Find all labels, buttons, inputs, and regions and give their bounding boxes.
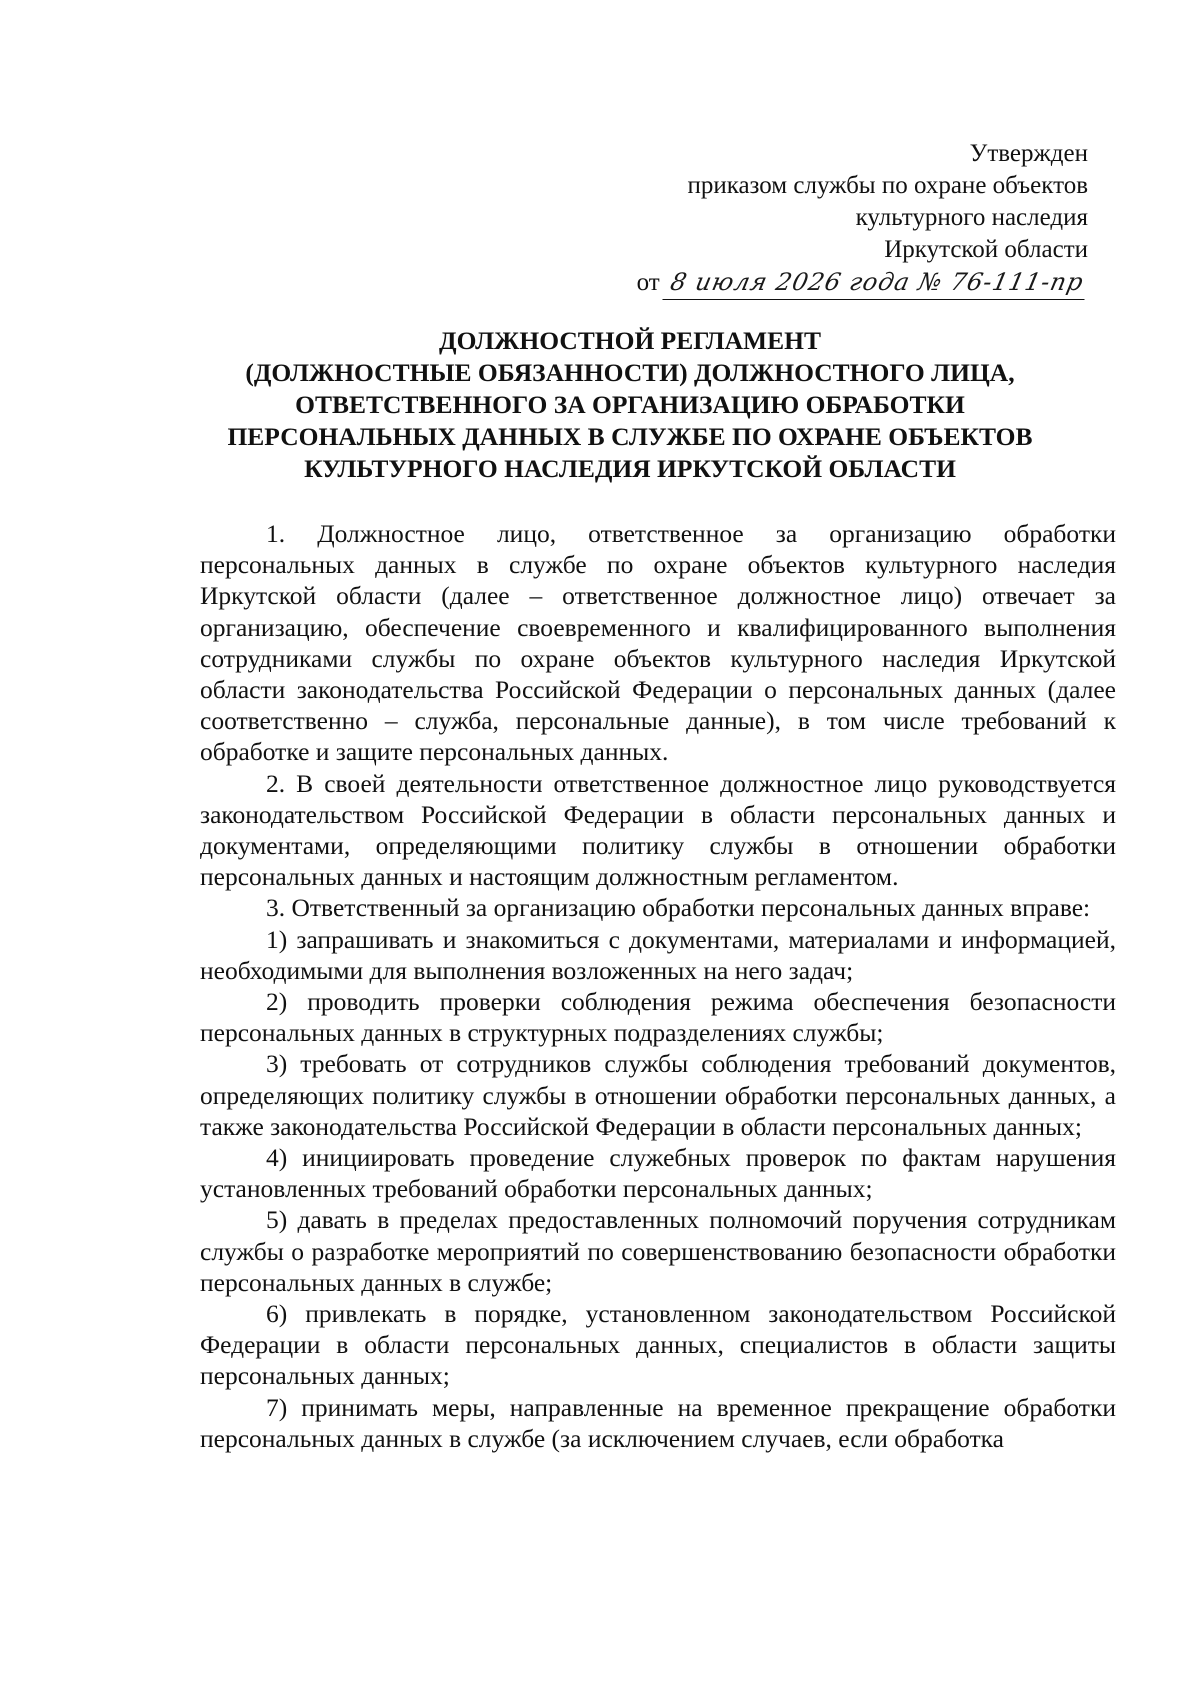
list-item-4: 4) инициировать проведение служебных проверок по фактам нарушения установленных требований обработки персональных данных;	[200, 1143, 1116, 1204]
approval-block	[568, 138, 1088, 300]
paragraph-1: 1. Должностное лицо, ответственное за организацию обработки персональных данных в службе по охране объектов культурного наследия Иркутской области (далее – ответственное должностное лицо) отвечает за организацию, обеспечение своевременного и квалифицированного выполнения сотрудниками службы по охране объектов культурного наследия Иркутской области законодательства Российской Федерации о персональных данных (далее соответственно – служба, персональные данные), в том числе требований к обработке и защите персональных данных.	[200, 519, 1116, 767]
paragraph-2: 2. В своей деятельности ответственное должностное лицо руководствуется законодательством Российской Федерации в области персональных данных и документами, определяющими политику службы в отношении обработки персональных данных и настоящим должностным регламентом.	[200, 768, 1116, 892]
document-body	[200, 518, 1116, 1454]
title-line-5: КУЛЬТУРНОГО НАСЛЕДИЯ ИРКУТСКОЙ ОБЛАСТИ	[304, 454, 956, 483]
approval-line-1: приказом службы по охране объектов	[687, 172, 1088, 199]
approval-date-line	[568, 266, 1088, 300]
title-line-1: ДОЛЖНОСТНОЙ РЕГЛАМЕНТ	[439, 326, 821, 355]
list-item-6: 6) привлекать в порядке, установленном законодательством Российской Федерации в области персональных данных, специалистов в области защиты персональных данных;	[200, 1299, 1116, 1391]
approval-date-prefix: от	[636, 269, 666, 296]
title-line-2: (ДОЛЖНОСТНЫЕ ОБЯЗАННОСТИ) ДОЛЖНОСТНОГО ЛИЦА,	[245, 358, 1015, 387]
handwritten-date-number: 8 июля 2026 года № 76-111-пр	[662, 266, 1091, 300]
approval-line-2: культурного наследия	[855, 204, 1088, 231]
paragraph-3: 3. Ответственный за организацию обработки персональных данных вправе:	[266, 893, 1091, 923]
list-item-5: 5) давать в пределах предоставленных полномочий поручения сотрудникам службы о разработке мероприятий по совершенствованию безопасности обработки персональных данных в службе;	[200, 1205, 1116, 1297]
document-title	[150, 325, 1110, 485]
title-line-3: ОТВЕТСТВЕННОГО ЗА ОРГАНИЗАЦИЮ ОБРАБОТКИ	[295, 390, 965, 419]
approval-title: Утвержден	[969, 140, 1088, 167]
list-item-2: 2) проводить проверки соблюдения режима обеспечения безопасности персональных данных в структурных подразделениях службы;	[200, 987, 1116, 1048]
list-item-7: 7) принимать меры, направленные на временное прекращение обработки персональных данных в службе (за исключением случаев, если обработка	[200, 1392, 1116, 1453]
list-item-1: 1) запрашивать и знакомиться с документами, материалами и информацией, необходимыми для выполнения возложенных на него задач;	[200, 924, 1116, 985]
list-item-3: 3) требовать от сотрудников службы соблюдения требований документов, определяющих политику службы в отношении обработки персональных данных, а также законодательства Российской Федерации в области персональных данных;	[200, 1049, 1116, 1141]
title-line-4: ПЕРСОНАЛЬНЫХ ДАННЫХ В СЛУЖБЕ ПО ОХРАНЕ ОБЪЕКТОВ	[227, 422, 1033, 451]
approval-line-3: Иркутской области	[884, 236, 1088, 263]
